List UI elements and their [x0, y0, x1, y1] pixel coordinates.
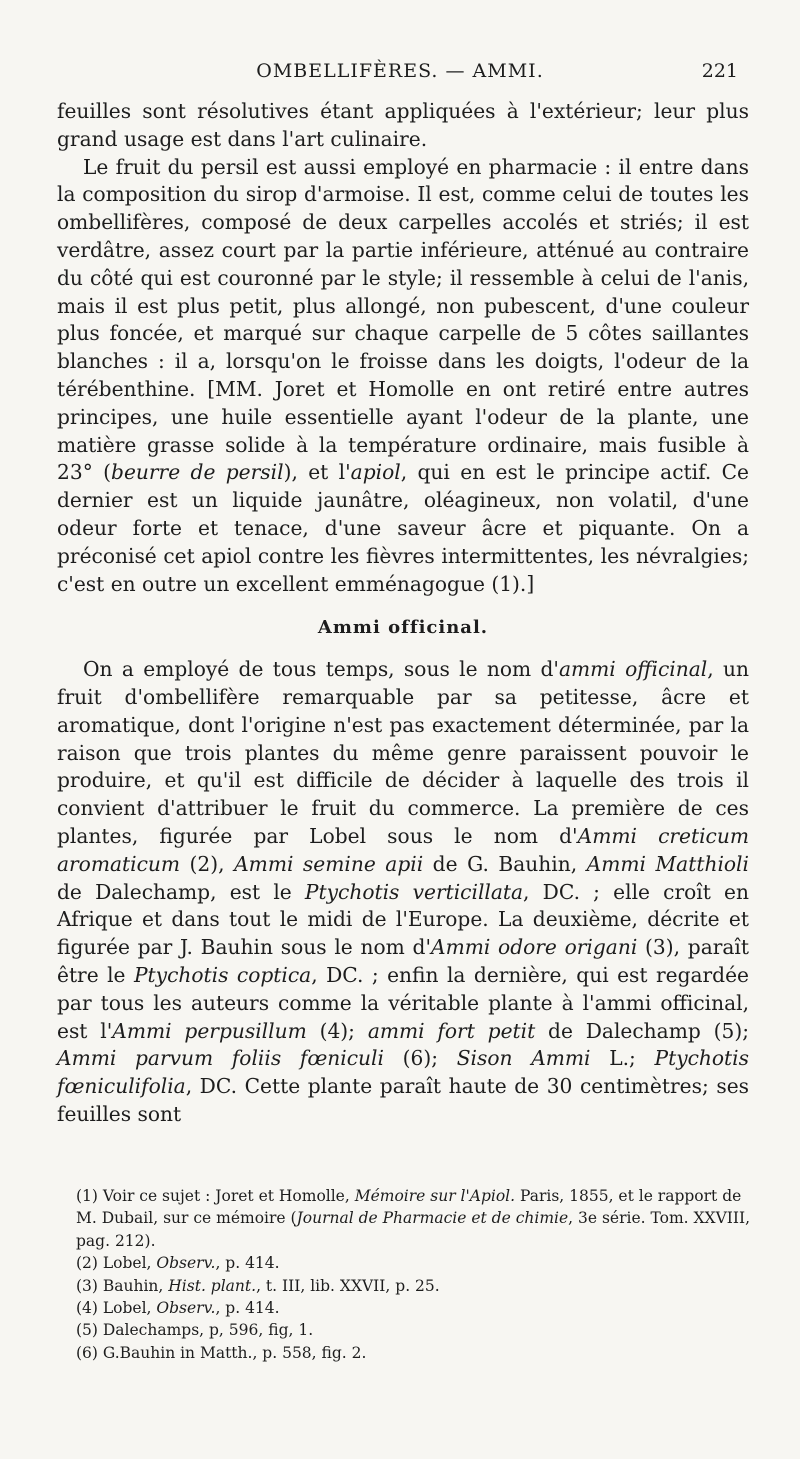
footnote-5: (5) Dalechamps, p, 596, fig, 1. — [76, 1321, 314, 1340]
italic-term: Observ. — [156, 1299, 216, 1318]
text-run: de Dalechamp, est le — [57, 879, 305, 904]
footnote-3 — [76, 1275, 752, 1297]
text-run: (4) Lobel, — [76, 1299, 157, 1318]
running-title: OMBELLIFÈRES. — AMMI. — [256, 60, 544, 82]
italic-term: Ammi Matthioli — [586, 851, 749, 876]
italic-term: Ammi odore origani — [431, 935, 638, 960]
page-number: 221 — [701, 60, 738, 82]
italic-term: Ptychotis verticillata — [304, 879, 524, 904]
italic-term: Observ. — [156, 1254, 216, 1273]
text-run: , p. 414. — [215, 1254, 280, 1273]
italic-term: apiol — [350, 460, 401, 485]
italic-term: Ammi creticum aromaticum — [57, 823, 749, 876]
text-run: Le fruit du persil est aussi employé en pharmacie : il entre dans la composition du sirop d'armoise. Il est, comme celui de toutes les ombellifères, composé de deux carpelles accolés et striés; il est verdâtre, assez court par la partie inférieure, atténué au contraire du côté qui est couronné par le style; il ressemble à celui de l'anis, mais il est plus petit, plus allongé, non pubescent, d'une couleur plus foncée, et marqué sur chaque carpelle de 5 côtes saillantes blanches : il a, lorsqu'on le froisse dans les doigts, l'odeur de la térébenthine. [MM. Joret et Homolle en ont retiré entre autres principes, une huile essentielle ayant l'odeur de la plante, une matière grasse solide à la température ordinaire, mais fusible à 23° ( — [57, 154, 749, 485]
text-run: Paris, 1855, et le rapport de M. Dubail, sur ce mémoire ( — [76, 1187, 742, 1228]
text-run: , DC. Cette plante paraît haute de 30 centimètres; ses feuilles sont — [57, 1074, 749, 1126]
italic-term: beurre de persil — [111, 460, 284, 485]
text-run: On a employé de tous temps, sous le nom d' — [83, 657, 559, 682]
body-text — [57, 98, 749, 1129]
italic-term: Sison Ammi — [456, 1046, 591, 1071]
italic-term: Ptychotis fœniculifolia — [57, 1046, 749, 1099]
text-run: , DC. ; enfin la dernière, qui est regardée par tous les auteurs comme la véritable plante à l'ammi officinal, est l' — [57, 962, 749, 1043]
text-run: , t. III, lib. XXVII, p. 25. — [256, 1276, 440, 1295]
text-run: (4); — [306, 1018, 368, 1043]
italic-term: Ptychotis coptica — [133, 962, 312, 987]
italic-term: Journal de Pharmacie et de chimie — [296, 1209, 569, 1228]
footnote-1 — [76, 1185, 752, 1252]
text-run: (1) Voir ce sujet : Joret et Homolle, — [76, 1187, 355, 1205]
italic-term: ammi fort petit — [367, 1018, 536, 1043]
text-run: , qui en est le principe actif. Ce dernier est un liquide jaunâtre, oléagineux, non volatil, d'une odeur forte et tenace, d'une saveur âcre et piquante. On a préconisé cet apiol contre les fièvres intermittentes, les névralgies; c'est en outre un excellent emménagogue (1).] — [57, 460, 749, 596]
text-run: ), et l' — [283, 460, 351, 485]
footnotes — [76, 1185, 752, 1364]
text-run: de Dalechamp (5); — [535, 1018, 749, 1043]
text-run: , DC. ; elle croît en Afrique et dans tout le midi de l'Europe. La deuxième, décrite et figurée par J. Bauhin sous le nom d' — [57, 879, 749, 960]
text-run: de G. Bauhin, — [423, 851, 587, 876]
text-run: (2) Lobel, — [76, 1254, 157, 1273]
text-run: (3), paraît être le — [57, 935, 749, 987]
text-run: , un fruit d'ombellifère remarquable par sa petitesse, âcre et aromatique, dont l'origine n'est pas exactement déterminée, par la raison que trois plantes du même genre paraissent pouvoir le produire, et qu'il est difficile de décider à laquelle des trois il convient d'attribuer le fruit du commerce. La première de ces plantes, figurée par Lobel sous le nom d' — [57, 657, 749, 848]
page-header — [0, 60, 800, 90]
section-heading: Ammi officinal. — [317, 617, 489, 639]
italic-term: Ammi perpusillum — [112, 1018, 307, 1043]
text-run: L.; — [590, 1046, 655, 1071]
text-run: , 3e série. Tom. XXVIII, pag. 212). — [76, 1209, 751, 1250]
footnote-4 — [76, 1297, 752, 1319]
text-run: (2), — [180, 851, 235, 876]
paragraph-ammi — [57, 656, 749, 1129]
italic-term: Ammi semine apii — [234, 851, 424, 876]
text-run: (6); — [383, 1046, 457, 1071]
footnote-2 — [76, 1252, 752, 1274]
footnote-6: (6) G.Bauhin in Matth., p. 558, fig. 2. — [76, 1343, 367, 1362]
paragraph-persil-fruit — [57, 154, 749, 599]
paragraph-continuation: feuilles sont résolutives étant appliquées à l'extérieur; leur plus grand usage est dans l'art culinaire. — [57, 99, 749, 151]
italic-term: ammi officinal — [558, 657, 708, 682]
italic-term: Mémoire sur l'Apiol. — [354, 1187, 516, 1205]
italic-term: Ammi parvum foliis fœniculi — [57, 1046, 384, 1071]
text-run: (3) Bauhin, — [76, 1276, 169, 1295]
text-run: , p. 414. — [215, 1299, 280, 1318]
italic-term: Hist. plant. — [168, 1276, 257, 1295]
